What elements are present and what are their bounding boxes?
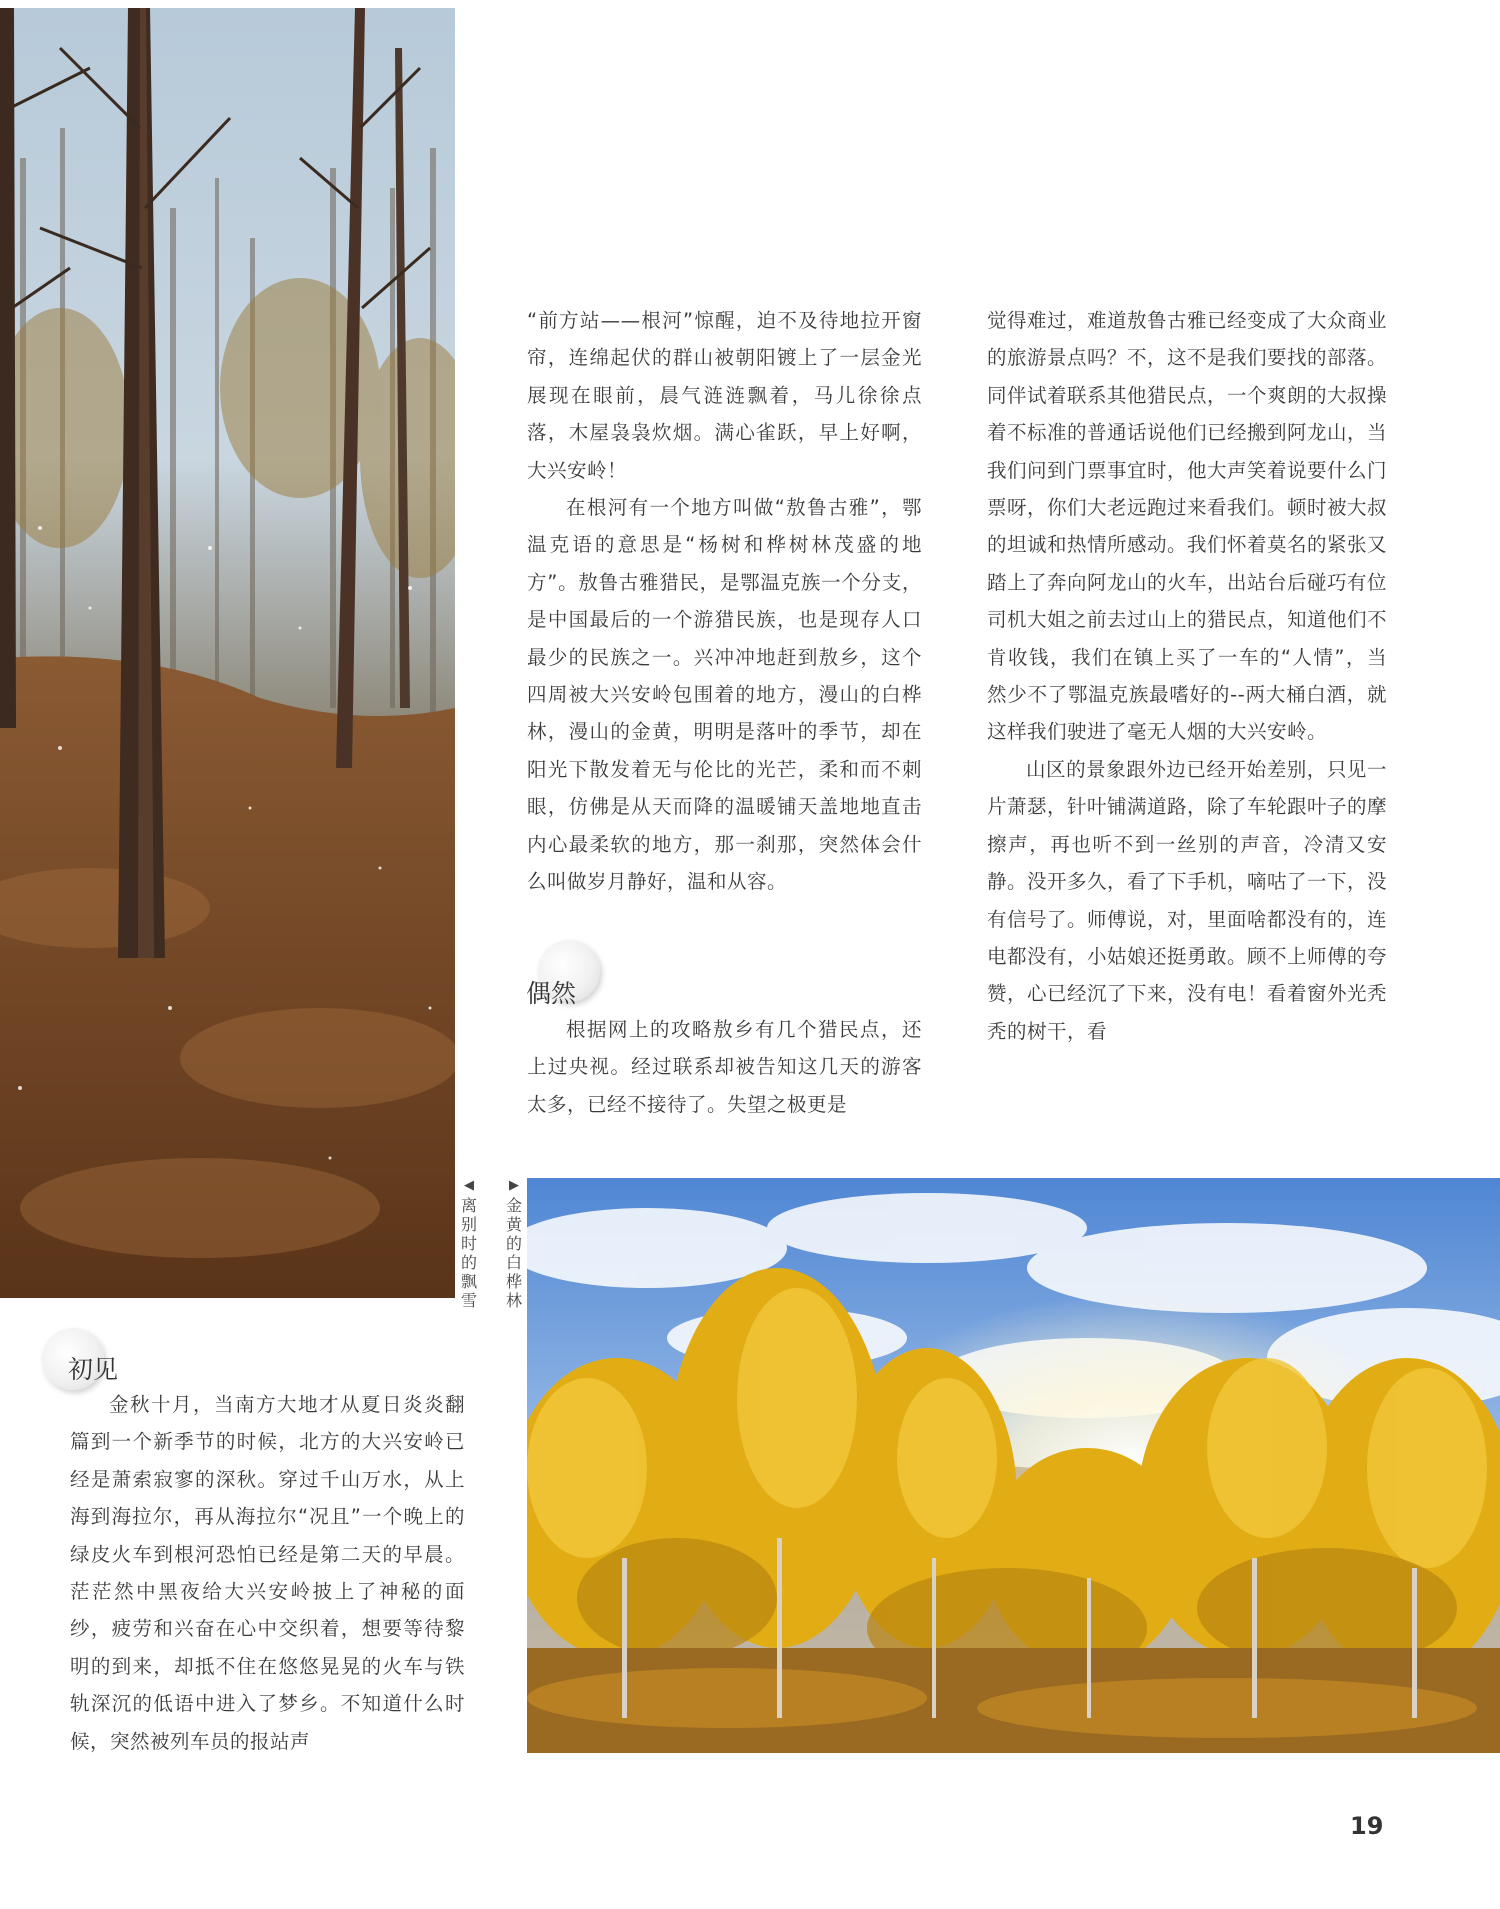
caption-right-text: 金黄的白桦林	[505, 1196, 522, 1310]
heading-text: 初见	[68, 1355, 119, 1384]
paragraph: “前方站——根河”惊醒，迫不及待地拉开窗帘，连绵起伏的群山被朝阳镀上了一层金光展现在眼前，晨气涟涟飘着，马儿徐徐点落，木屋袅袅炊烟。满心雀跃，早上好啊，大兴安岭！	[527, 309, 922, 482]
golden-birch-photo	[527, 1178, 1500, 1753]
caption-left	[458, 1176, 480, 1310]
article-column-middle	[527, 302, 922, 901]
caption-left-arrow: ◀	[464, 1178, 474, 1193]
caption-left-text: 离别时的飘雪	[460, 1196, 477, 1310]
heading-text: 偶然	[526, 979, 577, 1008]
caption-right	[503, 1176, 525, 1310]
caption-right-arrow: ▶	[509, 1178, 519, 1193]
forest-snow-image	[0, 8, 455, 1298]
golden-birch-image	[527, 1178, 1500, 1753]
forest-snow-photo	[0, 8, 455, 1298]
paragraph: 在根河有一个地方叫做“敖鲁古雅”，鄂温克语的意思是“杨树和桦树林茂盛的地方”。敖鲁古雅猎民，是鄂温克族一个分支，是中国最后的一个游猎民族，也是现存人口最少的民族之一。兴冲冲地赶到敖乡，这个四周被大兴安岭包围着的地方，漫山的白桦林，漫山的金黄，明明是落叶的季节，却在阳光下散发着无与伦比的光芒，柔和而不刺眼，仿佛是从天而降的温暖铺天盖地地直击内心最柔软的地方，那一刹那，突然体会什么叫做岁月静好，温和从容。	[527, 496, 922, 894]
paragraph: 金秋十月，当南方大地才从夏日炎炎翻篇到一个新季节的时候，北方的大兴安岭已经是萧索寂寥的深秋。穿过千山万水，从上海到海拉尔，再从海拉尔“况且”一个晚上的绿皮火车到根河恐怕已经是第二天的早晨。茫茫然中黑夜给大兴安岭披上了神秘的面纱，疲劳和兴奋在心中交织着，想要等待黎明的到来，却抵不住在悠悠晃晃的火车与铁轨深沉的低语中进入了梦乡。不知道什么时候，突然被列车员的报站声	[70, 1393, 465, 1753]
article-column-right	[987, 302, 1387, 1050]
paragraph: 觉得难过，难道敖鲁古雅已经变成了大众商业的旅游景点吗？不，这不是我们要找的部落。同伴试着联系其他猎民点，一个爽朗的大叔操着不标准的普通话说他们已经搬到阿龙山，当我们问到门票事宜时，他大声笑着说要什么门票呀，你们大老远跑过来看我们。顿时被大叔的坦诚和热情所感动。我们怀着莫名的紧张又踏上了奔向阿龙山的火车，出站台后碰巧有位司机大姐之前去过山上的猎民点，知道他们不肯收钱，我们在镇上买了一车的“人情”，当然少不了鄂温克族最嗜好的--两大桶白酒，就这样我们驶进了毫无人烟的大兴安岭。	[987, 309, 1388, 744]
article-column-middle-bottom	[527, 1011, 922, 1123]
article-column-left	[70, 1386, 465, 1760]
page-number: 19	[1350, 1812, 1384, 1840]
paragraph: 山区的景象跟外边已经开始差别，只见一片萧瑟，针叶铺满道路，除了车轮跟叶子的摩擦声，再也听不到一丝别的声音，冷清又安静。没开多久，看了下手机，嘀咕了一下，没有信号了。师傅说，对，里面啥都没有的，连电都没有，小姑娘还挺勇敢。顾不上师傅的夸赞，心已经沉了下来，没有电！看着窗外光秃秃的树干，看	[987, 757, 1388, 1043]
paragraph: 根据网上的攻略敖乡有几个猎民点，还上过央视。经过联系却被告知这几天的游客太多，已经不接待了。失望之极更是	[527, 1018, 922, 1116]
